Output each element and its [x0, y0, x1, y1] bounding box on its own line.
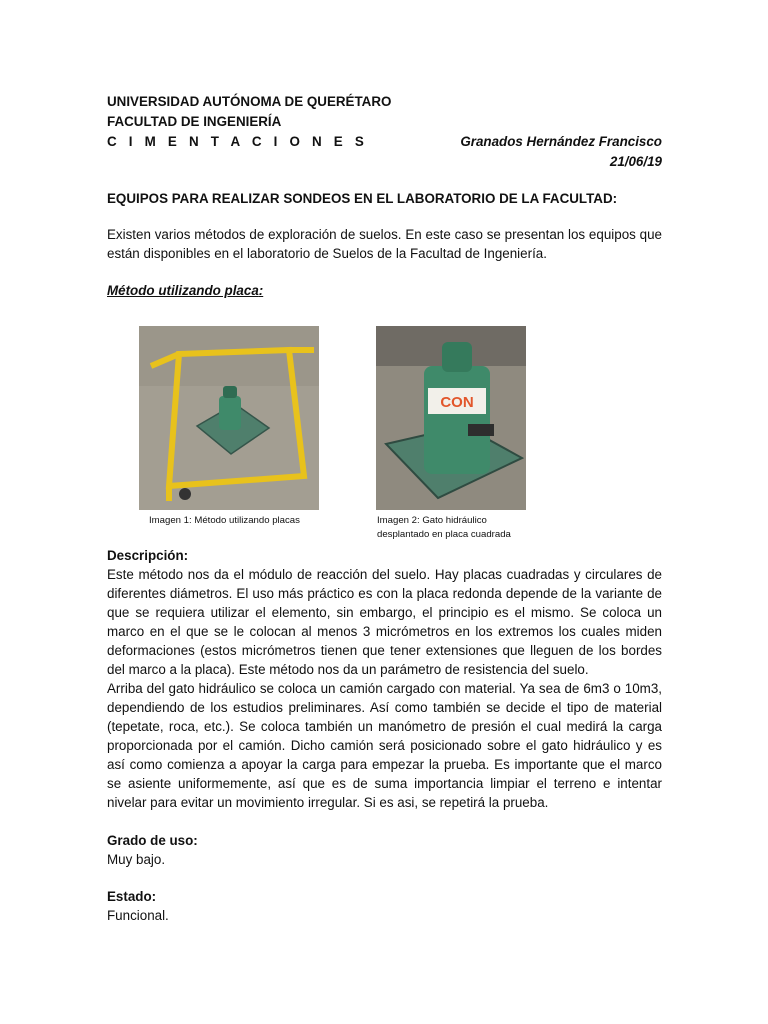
jack-brand-text: CON [440, 394, 474, 411]
photo-hydraulic-jack [376, 326, 526, 510]
hydraulic-jack [219, 396, 241, 430]
usage-section [107, 831, 662, 869]
jack-top [223, 386, 237, 398]
photo-plate-frame [139, 326, 319, 510]
method-title-colon: : [258, 283, 264, 298]
university-name: UNIVERSIDAD AUTÓNOMA DE QUERÉTARO [107, 94, 392, 109]
image2-caption-line2: desplantado en placa cuadrada [377, 529, 511, 540]
method-title-text: Método utilizando placa [107, 283, 259, 298]
photo-hydraulic-jack-drawing [376, 326, 526, 510]
method-title [107, 281, 263, 300]
faculty-name: FACULTAD DE INGENIERÍA [107, 114, 282, 129]
intro-paragraph: Existen varios métodos de exploración de suelos. En este caso se presentan los equipos que están disponibles en el laboratorio de Suelos de la Facultad de Ingeniería. [107, 227, 662, 261]
jack-ram [442, 342, 472, 372]
dial-gauge [179, 488, 191, 500]
image1-caption: Imagen 1: Método utilizando placas [149, 515, 300, 526]
usage-label: Grado de uso: [107, 833, 198, 848]
image2-caption-line1: Imagen 2: Gato hidráulico [377, 515, 487, 526]
description-title: Descripción: [107, 548, 189, 563]
photo-plate-frame-drawing [139, 326, 319, 510]
status-label: Estado: [107, 889, 157, 904]
jack-handle-socket [468, 424, 494, 436]
description-section [107, 546, 662, 812]
status-section [107, 887, 662, 925]
section-title: EQUIPOS PARA REALIZAR SONDEOS EN EL LABORATORIO DE LA FACULTAD: [107, 191, 618, 206]
document-date: 21/06/19 [609, 154, 662, 169]
course-name: C I M E N T A C I O N E S [107, 134, 368, 149]
document-header [107, 92, 662, 169]
author-name: Granados Hernández Francisco [460, 134, 662, 149]
image2-caption [377, 514, 537, 542]
usage-value: Muy bajo. [107, 852, 166, 867]
description-paragraph-1: Este método nos da el módulo de reacción del suelo. Hay placas cuadradas y circulares de diferentes diámetros. El uso más práctico es con la placa redonda depende de la variante de que se requiera utilizar el elemento, sin embargo, el principio es el mismo. Se coloca un marco en el que se le colocan al menos 3 micrómetros en los extremos los cuales miden deformaciones (estos micrómetros tienen que tener extensiones que lleguen de los bordes del marco a la placa). Este método nos da un parámetro de resistencia del suelo. [107, 567, 662, 677]
status-value: Funcional. [107, 908, 169, 923]
description-paragraph-2: Arriba del gato hidráulico se coloca un camión cargado con material. Ya sea de 6m3 o 10m3, dependiendo de los estudios preliminares. Así como también se decide el tipo de material (tepetate, roca, etc.). Se coloca también un manómetro de presión el cual medirá la carga proporcionada por el camión. Dicho camión será posicionado sobre el gato hidráulico y es así como comienza a apoyar la carga para empezar la prueba. Es importante que el marco se asiente uniformemente, así que es de suma importancia limpiar el terreno e intentar nivelar para evitar un movimiento irregular. Si es asi, se repetirá la prueba. [107, 681, 662, 810]
jack-body [424, 366, 490, 474]
author-block [460, 132, 662, 171]
